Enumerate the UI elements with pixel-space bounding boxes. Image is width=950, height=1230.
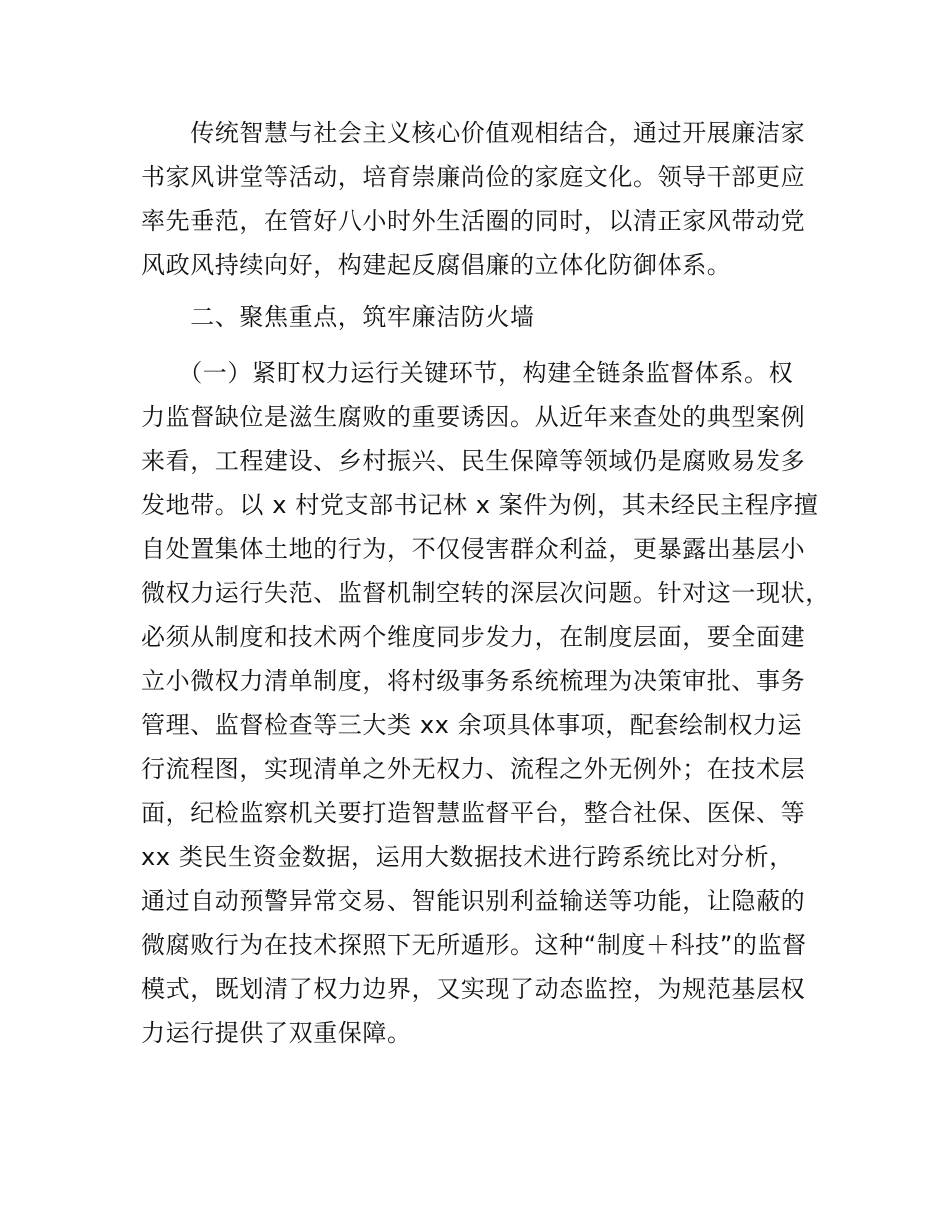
text-line: 模式，既划清了权力边界，又实现了动态监控，为规范基层权 (141, 975, 806, 1003)
text-line: 率先垂范，在管好八小时外生活圈的同时，以清正家风带动党 (141, 207, 806, 235)
text-line: 面，纪检监察机关要打造智慧监督平台，整合社保、医保、等 (141, 799, 806, 827)
text-line: 风政风持续向好，构建起反腐倡廉的立体化防御体系。 (141, 251, 732, 279)
text-line: 书家风讲堂等活动，培育崇廉尚俭的家庭文化。领导干部更应 (141, 163, 806, 191)
text-line: xx 类民生资金数据，运用大数据技术进行跨系统比对分析， (141, 843, 794, 871)
text-line: 立小微权力清单制度，将村级事务系统梳理为决策审批、事务 (141, 667, 806, 695)
text-line: 微腐败行为在技术探照下无所遁形。这种“制度＋科技”的监督 (141, 931, 807, 959)
text-line: 传统智慧与社会主义核心价值观相结合，通过开展廉洁家 (141, 119, 806, 147)
text-line: 发地带。以 x 村党支部书记林 x 案件为例，其未经民主程序擅 (141, 491, 819, 519)
text-line: 必须从制度和技术两个维度同步发力，在制度层面，要全面建 (141, 623, 806, 651)
text-line: 微权力运行失范、监督机制空转的深层次问题。针对这一现状， (141, 579, 830, 607)
text-line: 力监督缺位是滋生腐败的重要诱因。从近年来查处的典型案例 (141, 403, 806, 431)
text-line: 通过自动预警异常交易、智能识别利益输送等功能，让隐蔽的 (141, 887, 806, 915)
text-line: 力运行提供了双重保障。 (141, 1019, 412, 1047)
text-line: 行流程图，实现清单之外无权力、流程之外无例外；在技术层 (141, 755, 806, 783)
text-line: 来看，工程建设、乡村振兴、民生保障等领域仍是腐败易发多 (141, 447, 806, 475)
text-line: （一）紧盯权力运行关键环节，构建全链条监督体系。权 (141, 359, 794, 387)
text-line: 自处置集体土地的行为，不仅侵害群众利益，更暴露出基层小 (141, 535, 806, 563)
section-heading: 二、聚焦重点，筑牢廉洁防火墙 (141, 303, 535, 331)
text-line: 管理、监督检查等三大类 xx 余项具体事项，配套绘制权力运 (141, 711, 803, 739)
